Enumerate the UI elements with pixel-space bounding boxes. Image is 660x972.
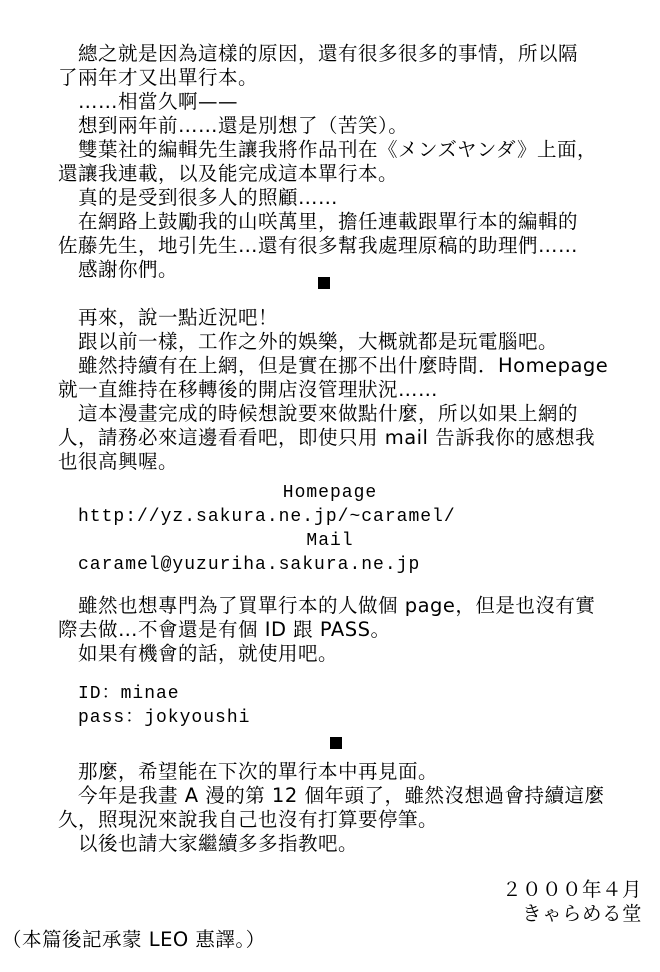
paragraph-line: 總之就是因為這樣的原因，還有很多很多的事情，所以隔 <box>78 42 579 65</box>
paragraph-line: 久，照現況來說我自己也沒有打算要停筆。 <box>58 808 439 831</box>
paragraph-line: 際去做…不會還是有個 ID 跟 PASS。 <box>58 618 391 641</box>
pass-line: pass：jokyoushi <box>78 708 251 728</box>
paragraph-line: 今年是我畫 A 漫的第 12 個年頭了，雖然沒想過會持續這麼 <box>78 784 605 807</box>
paragraph-line: 那麼，希望能在下次的單行本中再見面。 <box>78 760 439 783</box>
homepage-url: http://yz.sakura.ne.jp/~caramel/ <box>78 507 456 527</box>
translator-note: （本篇後記承蒙 LEO 惠譯。） <box>2 928 266 951</box>
paragraph-line: 感謝你們。 <box>78 258 179 281</box>
id-line: ID：minae <box>78 684 180 704</box>
paragraph-line: 跟以前一樣，工作之外的娛樂，大概就都是玩電腦吧。 <box>78 330 559 353</box>
signature-author: きゃらめる堂 <box>521 902 642 925</box>
paragraph-line: 就一直維持在移轉後的開店沒管理狀況…… <box>58 378 439 401</box>
mail-address: caramel@yuzuriha.sakura.ne.jp <box>78 555 421 575</box>
paragraph-line: 雖然也想專門為了買單行本的人做個 page，但是也沒有實 <box>78 594 596 617</box>
paragraph-line: 人，請務必來這邊看看吧，即使只用 mail 告訴我你的感想我 <box>58 426 596 449</box>
paragraph-line: 還讓我連載，以及能完成這本單行本。 <box>58 162 399 185</box>
paragraph-line: 再來，說一點近況吧！ <box>78 306 279 329</box>
mail-label: Mail <box>306 531 354 551</box>
section-separator-square <box>318 277 330 289</box>
paragraph-line: 想到兩年前……還是別想了（苦笑）。 <box>78 114 409 137</box>
signature-date: ２０００年４月 <box>501 878 642 901</box>
paragraph-line: 雖然持續有在上網，但是實在挪不出什麼時間．Homepage <box>78 354 609 377</box>
paragraph-line: ……相當久啊—— <box>78 90 239 113</box>
homepage-label: Homepage <box>282 483 378 503</box>
paragraph-line: 以後也請大家繼續多多指教吧。 <box>78 832 359 855</box>
paragraph-line: 在網路上鼓勵我的山咲萬里，擔任連載跟單行本的編輯的 <box>78 210 579 233</box>
paragraph-line: 如果有機會的話，就使用吧。 <box>78 642 339 665</box>
paragraph-line: 也很高興喔。 <box>58 450 179 473</box>
section-separator-square <box>330 737 342 749</box>
paragraph-line: 佐藤先生，地引先生…還有很多幫我處理原稿的助理們…… <box>58 234 579 257</box>
paragraph-line: 雙葉社的編輯先生讓我將作品刊在《メンズヤンダ》上面， <box>78 138 598 161</box>
paragraph-line: 真的是受到很多人的照顧…… <box>78 186 339 209</box>
paragraph-line: 這本漫畫完成的時候想說要來做點什麼，所以如果上網的 <box>78 402 579 425</box>
paragraph-line: 了兩年才又出單行本。 <box>58 66 259 89</box>
